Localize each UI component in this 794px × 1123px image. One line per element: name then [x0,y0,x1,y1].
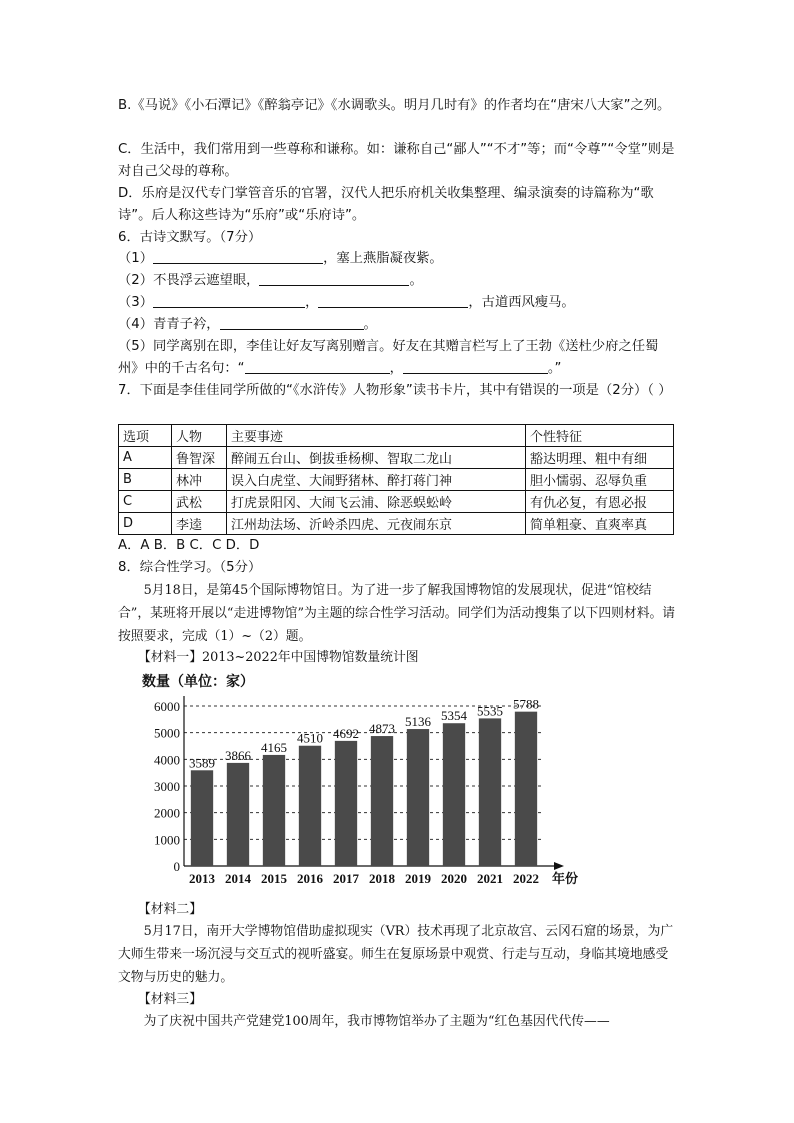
table-cell: 鲁智深 [172,447,227,469]
material-2-text: 5月17日，南开大学博物馆借助虚拟现实（VR）技术再现了北京故宫、云冈石窟的场景，为广大师生带来一场沉浸与交互式的视听盛宴。师生在复原场景中观赏、行走与互动，身临其境地感受文物与历史的魅力。 [118,924,674,985]
table-row [119,447,674,469]
y-tick-label: 3000 [154,779,180,794]
q6-line-1 [118,248,678,270]
answer-blank[interactable] [245,359,390,374]
q6-line-2-head: 不畏浮云遮望眼， [153,273,260,288]
y-axis-label: 数量（单位：家） [142,675,254,690]
data-label: 5535 [477,703,503,719]
bar [407,729,429,866]
material-1-label: 【材料一】2013~2022年中国博物馆数量统计图 [138,650,419,665]
table-cell: D [119,513,172,535]
q6-line-4-tail: 。 [363,317,377,332]
q6-line-1-tail: ，塞上燕脂凝夜紫。 [323,251,443,266]
answer-blank[interactable] [403,359,548,374]
q8-title: 8．综合性学习。（5分） [118,560,262,575]
q6-line-3-mid: ， [305,295,319,310]
reading-card-table [118,424,674,535]
table-cell: 林冲 [172,469,227,491]
data-label: 4165 [261,739,287,755]
bar [443,723,465,866]
table-cell: C [119,491,172,513]
q6-line-3-tail: ，古道西风瘦马。 [468,295,575,310]
table-row [119,491,674,513]
y-tick-label: 0 [173,859,180,874]
header-cell: 个性特征 [526,425,674,447]
x-tick-label: 2019 [405,871,431,886]
q6-line-5-mid: ， [389,361,403,376]
table-cell: 豁达明理、粗中有细 [526,447,674,469]
q6-title: 6．古诗文默写。（7分） [118,230,262,245]
data-label: 4510 [297,730,323,746]
y-tick-label: 5000 [154,725,180,741]
data-label: 3866 [225,747,251,763]
bar [371,736,393,866]
table-cell: 武松 [172,491,227,513]
x-tick-label: 2016 [297,871,323,886]
option-b-text: B.《马说》《小石潭记》《醉翁亭记》《水调歌头。明月几时有》的作者均在“唐宋八大家”之列。 [118,98,671,113]
bar [227,763,249,866]
bar [263,755,285,866]
option-d-text: D．乐府是汉代专门掌管音乐的官署，汉代人把乐府机关收集整理、编录演奏的诗篇称为“歌诗”。后人称这些诗为“乐府”或“乐府诗”。 [118,186,654,223]
y-tick-label: 1000 [154,832,180,848]
x-tick-label: 2020 [441,871,467,886]
table-cell: 醉闹五台山、倒拔垂杨柳、智取二龙山 [227,447,526,469]
table-row [119,469,674,491]
answer-blank[interactable] [153,249,323,264]
q7-title: 7．下面是李佳佳同学所做的“《水浒传》人物形象”读书卡片，其中有错误的一项是（2分）（ ） [118,383,672,398]
q6-line-4-num: （4） [118,317,154,332]
bar [191,770,213,866]
answer-blank[interactable] [220,315,364,330]
bar [479,718,501,866]
table-cell: 打虎景阳冈、大闹飞云浦、除恶蜈蚣岭 [227,491,526,513]
q6-line-2 [118,270,678,292]
table-cell: A [119,447,172,469]
x-tick-label: 2015 [261,871,287,886]
answer-blank[interactable] [153,293,305,308]
data-label: 5788 [513,696,539,712]
table-cell: 有仇必复，有恩必报 [526,491,674,513]
bar [335,741,357,866]
bar [515,712,537,866]
data-label: 5136 [405,714,431,730]
x-tick-label: 2014 [225,871,251,886]
x-tick-label: 2013 [189,871,215,886]
data-label: 3589 [189,755,215,771]
material-2-label: 【材料二】 [138,902,202,917]
q6-line-2-tail: 。 [409,273,423,288]
answer-blank[interactable] [318,293,468,308]
material-3-label: 【材料三】 [138,992,202,1007]
x-tick-label: 2021 [477,871,503,886]
q6-line-5-tail: 。” [547,361,562,376]
data-label: 4692 [333,725,359,741]
q8-intro: 5月18日，是第45个国际博物馆日。为了进一步了解我国博物馆的发展现状，促进“馆校结合”，某班将开展以“走进博物馆”为主题的综合性学习活动。同学们为活动搜集了以下四则材料。请按照要求，完成（1）~（2）题。 [118,583,676,644]
x-tick-label: 2018 [369,871,395,886]
header-cell: 主要事迹 [227,425,526,447]
q6-line-4 [118,314,678,336]
x-tick-label: 2022 [513,871,539,886]
data-label: 4873 [369,721,395,737]
table-row [119,513,674,535]
material-3-text: 为了庆祝中国共产党建党100周年，我市博物馆举办了主题为“红色基因代代传—— [143,1014,610,1029]
table-cell: 胆小懦弱、忍辱负重 [526,469,674,491]
q6-line-4-head: 青青子衿， [153,317,220,332]
x-axis-arrow [554,862,564,870]
table-cell: B [119,469,172,491]
y-tick-label: 6000 [154,699,180,714]
table-cell: 江州劫法场、沂岭杀四虎、元夜闹东京 [227,513,526,535]
header-cell: 选项 [119,425,172,447]
q6-line-2-num: （2） [118,273,154,288]
q6-line-3 [118,292,678,314]
y-tick-label: 2000 [154,805,180,821]
q7-choices: A．A B．B C．C D．D [118,538,260,553]
q6-line-1-num: （1） [118,251,154,266]
q6-line-5 [118,336,678,380]
q6-line-5-text: （5）同学离别在即，李佳让好友写离别赠言。好友在其赠言栏写上了王勃《送杜少府之任蜀州》中的千古名句：“ [118,339,659,376]
table-cell: 误入白虎堂、大闹野猪林、醉打蒋门神 [227,469,526,491]
data-label: 5354 [441,708,467,724]
x-tick-label: 2017 [333,871,359,886]
bar [299,746,321,866]
table-cell: 李逵 [172,513,227,535]
header-cell: 人物 [172,425,227,447]
x-axis-label: 年份 [552,871,579,886]
table-header-row [119,425,674,447]
q6-line-3-num: （3） [118,295,154,310]
answer-blank[interactable] [259,271,409,286]
y-tick-label: 4000 [154,752,180,768]
table-cell: 简单粗豪、直爽率真 [526,513,674,535]
museum-count-bar-chart [140,668,610,888]
option-c-text: C．生活中，我们常用到一些尊称和谦称。如：谦称自己“鄙人”“不才”等；而“令尊”“令堂”则是对自己父母的尊称。 [118,142,675,179]
